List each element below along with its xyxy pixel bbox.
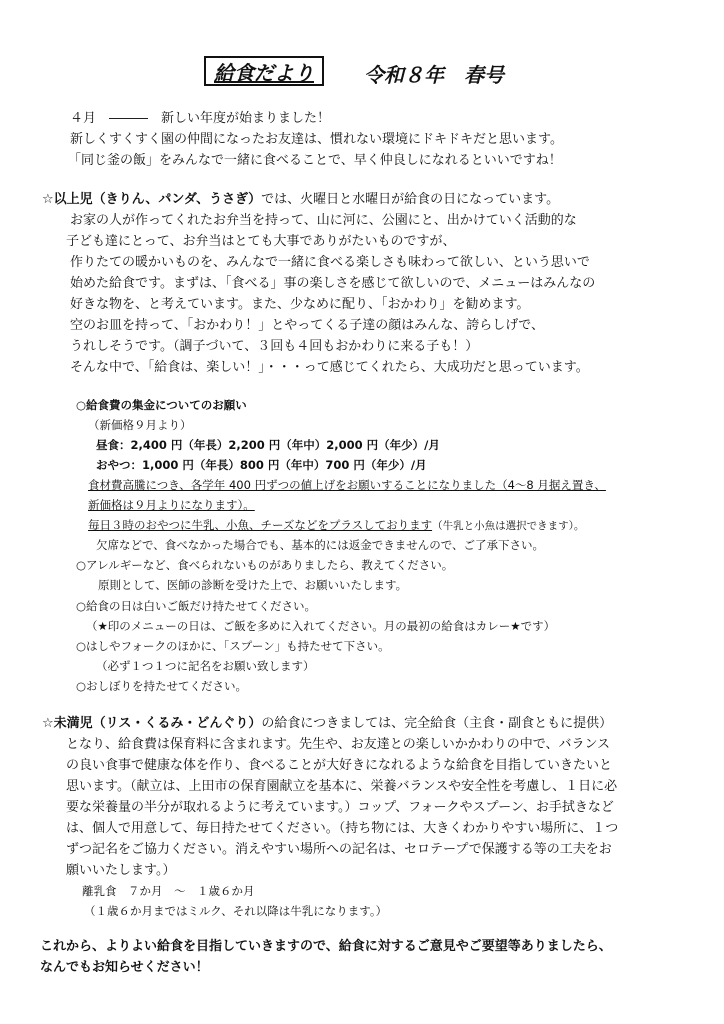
- younger-paragraph-line: 願いいたします。）: [66, 863, 176, 878]
- fees-lunch-price: 昼食：2,400 円（年長）2,200 円（年中）2,000 円（年少）/月: [96, 438, 440, 452]
- newsletter-title: 給食だより: [204, 56, 324, 86]
- fees-snack-addition: 毎日３時のおやつに牛乳、小魚、チーズなどをプラスしております: [88, 518, 433, 532]
- closing-line-1: これから、よりよい給食を目指していきますので、給食に対するご意見やご要望等ありましたら、: [40, 939, 612, 954]
- older-paragraph-line: 子ども達にとって、お弁当はとても大事でありがたいものですが、: [66, 234, 456, 249]
- intro-line-1: ４月 ――― 新しい年度が始まりました！: [70, 111, 331, 126]
- intro-line-2: 新しくすくすく園の仲間になったお友達は、慣れない環境にドキドキだと思います。: [70, 132, 563, 147]
- younger-paragraph-line: となり、給食費は保育料に含まれます。先生や、お友達との楽しいかかわりの中で、バランス: [66, 737, 611, 752]
- younger-paragraph-line: は、個人で用意して、毎日持たせてください。（持ち物には、大きくわかりやすい場所に、１つ: [66, 821, 619, 836]
- fees-notice-line: [88, 516, 584, 535]
- allergy-note: 原則として、医師の診断を受けた上で、お願いいたします。: [98, 578, 408, 592]
- older-paragraph-line: 空のお皿を持って、「おかわり！」とやってくる子達の顔はみんな、誇らしげで、: [70, 318, 544, 333]
- older-paragraph-line: うれしそうです。（調子づいて、３回も４回もおかわりに来る子も！）: [70, 339, 479, 354]
- rice-request: ○給食の日は白いご飯だけ持たせてください。: [76, 599, 317, 613]
- younger-paragraph-line: 要な栄養量の半分が取れるように考えています。）コップ、フォークやスプーン、お手拭きなど: [66, 800, 614, 815]
- younger-heading: [42, 715, 612, 733]
- milk-note: （１歳６か月まではミルク、それ以降は牛乳になります。）: [84, 904, 388, 918]
- intro-line-3: 「同じ釜の飯」をみんなで一緒に食べることで、早く仲良しになれるといいですね！: [68, 153, 562, 168]
- older-paragraph-line: お家の人が作ってくれたお弁当を持って、山に河に、公園にと、出かけていく活動的な: [70, 213, 577, 228]
- spoon-request: ○はしやフォークのほかに、「スプーン」も持たせて下さい。: [76, 639, 390, 653]
- fees-snack-price: おやつ：1,000 円（年長）800 円（年中）700 円（年少）/月: [96, 458, 427, 472]
- older-paragraph-line: 始めた給食です。まずは、「食べる」事の楽しさを感じて欲しいので、メニューはみんなの: [70, 276, 596, 291]
- older-paragraph-line: 作りたての暖かいものを、みんなで一緒に食べる楽しさも味わって欲しい、という思いで: [70, 255, 590, 270]
- spoon-note: （必ず１つ１つに記名をお願い致します）: [96, 659, 315, 673]
- fees-heading: ○給食費の集金についてのお願い: [76, 398, 247, 412]
- towel-request: ○おしぼりを持たせてください。: [76, 679, 248, 693]
- fees-refund-note: 欠席などで、食べなかった場合でも、基本的には返金できませんので、ご了承下さい。: [96, 538, 545, 552]
- fees-notice-line: 食材費高騰につき、各学年 400 円ずつの値上げをお願いすることになりました（4～8 月据え置き、: [88, 478, 606, 492]
- younger-heading-bold: ☆未満児（リス・くるみ・どんぐり）: [42, 716, 262, 731]
- fees-new-price: （新価格９月より）: [88, 418, 192, 432]
- older-paragraph-line: 好きな物を、と考えています。また、少なめに配り、「おかわり」を勧めます。: [70, 297, 530, 312]
- closing-line-2: なんでもお知らせください！: [40, 960, 209, 975]
- older-heading-rest: では、火曜日と水曜日が給食の日になっています。: [261, 192, 560, 207]
- allergy-request: ○アレルギーなど、食べられないものがありましたら、教えてください。: [76, 558, 454, 572]
- older-heading: [42, 191, 559, 209]
- rice-note: （★印のメニューの日は、ご飯を多めに入れてください。月の最初の給食はカレー★です）: [86, 619, 556, 633]
- younger-paragraph-line: ずつ記名をご協力ください。消えやすい場所への記名は、セロテープで保護する等の工夫をお: [66, 842, 612, 857]
- older-heading-bold: ☆以上児（きりん、パンダ、うさぎ）: [42, 192, 262, 207]
- younger-paragraph-line: の良い食事で健康な体を作り、食べることが大好きになれるような給食を目指していきたいと: [66, 758, 613, 773]
- fees-notice-line: 新価格は９月よりになります）。: [88, 498, 255, 512]
- older-paragraph-line: そんな中で、「給食は、楽しい！」・・・って感じてくれたら、大成功だと思っています。: [70, 360, 589, 375]
- younger-paragraph-line: 思います。（献立は、上田市の保育園献立を基本に、栄養バランスや安全性を考慮し、１日に必: [66, 779, 618, 794]
- fees-snack-note: （牛乳と小魚は選択できます）。: [432, 520, 585, 532]
- issue-label: 令和８年 春号: [364, 62, 504, 87]
- weaning-period: 離乳食 ７か月 ～ １歳６か月: [82, 884, 255, 898]
- younger-heading-rest: の給食につきましては、完全給食（主食・副食ともに提供）: [261, 716, 613, 731]
- title-row: [0, 56, 724, 90]
